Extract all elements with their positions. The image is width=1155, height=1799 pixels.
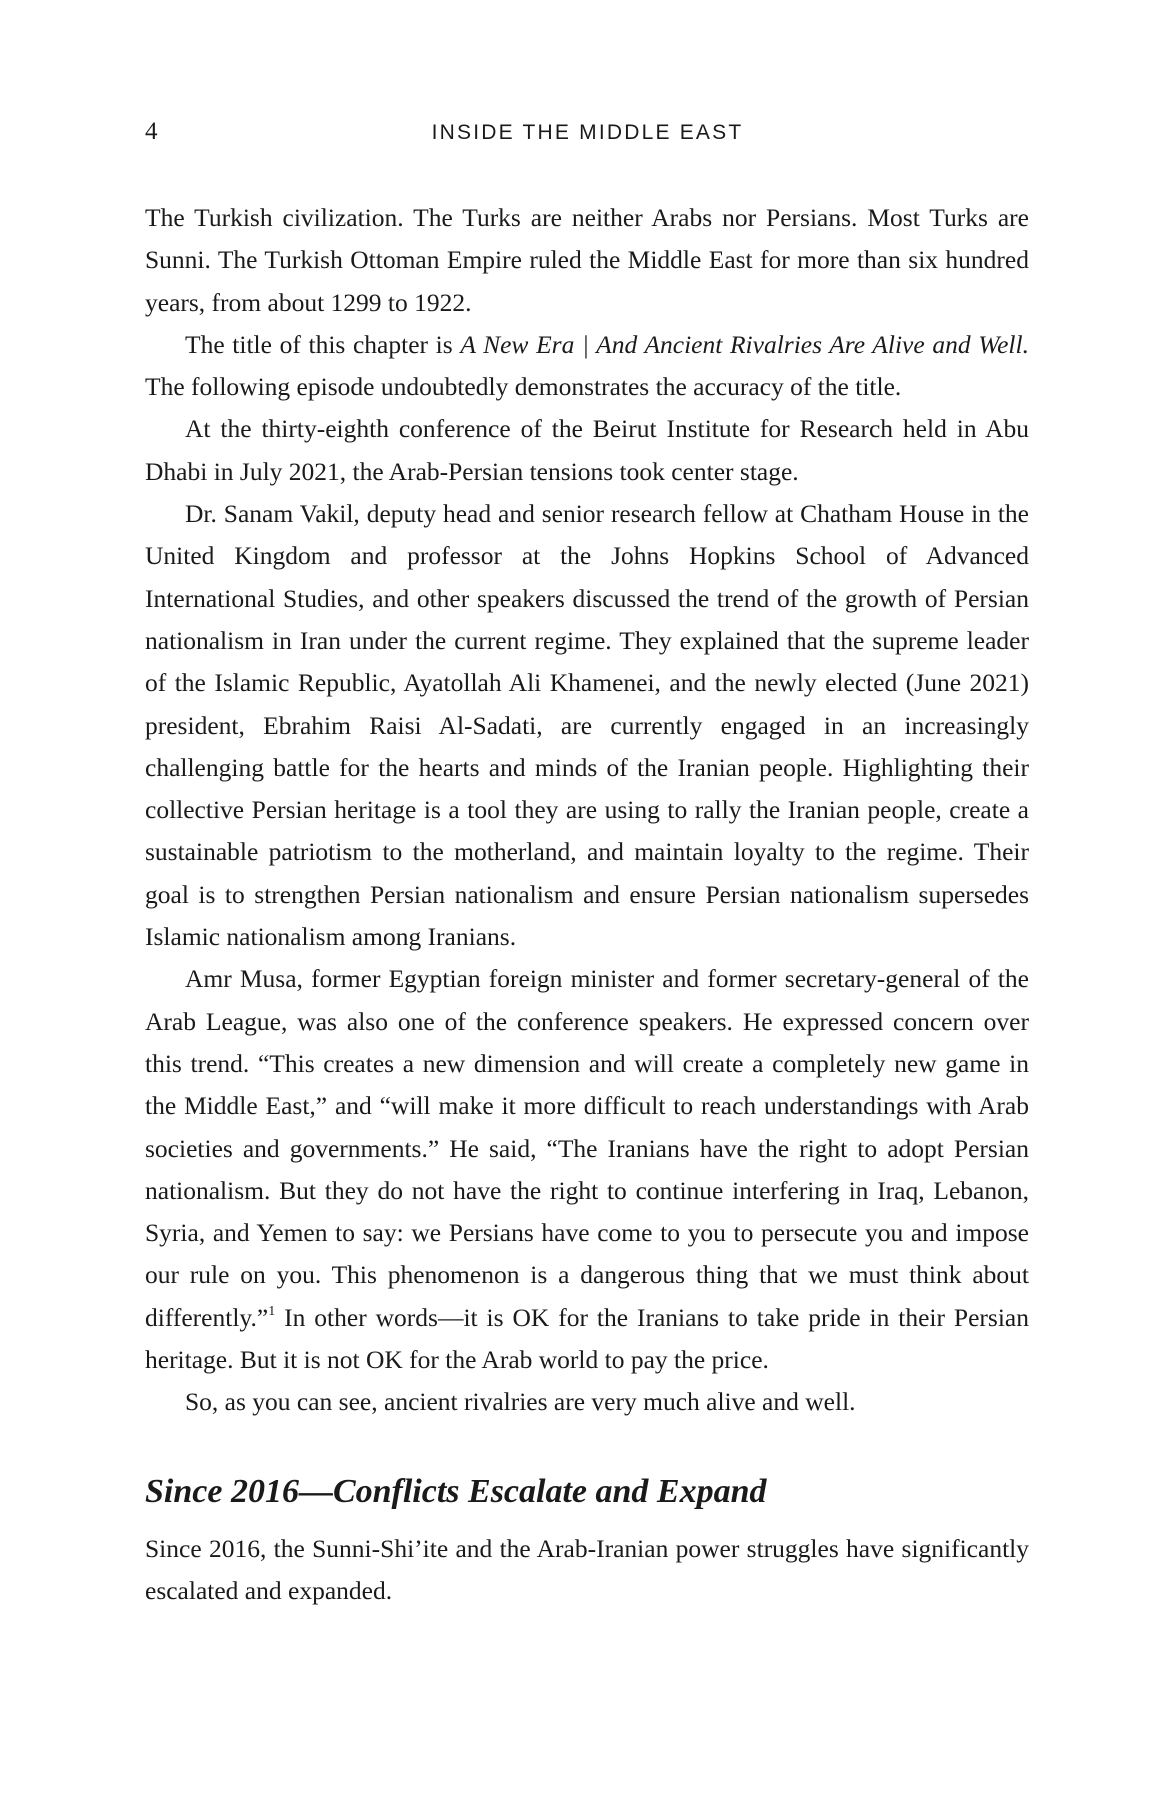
paragraph: So, as you can see, ancient rivalries are very much alive and well. (185, 1387, 856, 1417)
chapter-title-reference: A New Era | And Ancient Rivalries Are Alive and Well. (460, 329, 1029, 359)
paragraph: At the thirty-eighth conference of the Beirut Institute for Research held in Abu Dhabi in July 2021, the Arab-Persian tensions took center stage. (145, 414, 1029, 486)
footnote-marker: 1 (268, 1303, 276, 1319)
paragraph (145, 958, 1029, 1381)
paragraph (145, 324, 1029, 409)
paragraph-text: The title of this chapter is (185, 329, 461, 359)
page-number: 4 (145, 118, 158, 145)
section-heading: Since 2016—Conflicts Escalate and Expand (145, 1473, 767, 1510)
section-body (145, 1528, 1029, 1613)
running-title: INSIDE THE MIDDLE EAST (431, 121, 744, 144)
paragraph: Since 2016, the Sunni-Shi’ite and the Arab-Iranian power struggles have significantly escalated and expanded. (145, 1534, 1029, 1606)
paragraph-text: Amr Musa, former Egyptian foreign minister and former secretary-general of the Arab League, was also one of the conference speakers. He expressed concern over this trend. “This creates a new dimension and will create a completely new game in the Middle East,” and “will make it more difficult to reach understandings with Arab societies and governments.” He said, “The Iranians have the right to adopt Persian nationalism. But they do not have the right to continue interfering in Iraq, Lebanon, Syria, and Yemen to say: we Persians have come to you to persecute you and impose our rule on you. This phenomenon is a dangerous thing that we must think about differently.” (145, 964, 1029, 1332)
running-head (145, 118, 1030, 152)
paragraph: Dr. Sanam Vakil, deputy head and senior research fellow at Chatham House in the United Kingdom and professor at the Johns Hopkins School of Advanced International Studies, and other speakers discussed the trend of the growth of Persian nationalism in Iran under the current regime. They explained that the supreme leader of the Islamic Republic, Ayatollah Ali Khamenei, and the newly elected (June 2021) president, Ebrahim Raisi Al-Sadati, are currently engaged in an increasingly challenging battle for the hearts and minds of the Iranian people. Highlighting their collective Persian heritage is a tool they are using to rally the Iranian people, create a sustainable patriotism to the motherland, and maintain loyalty to the regime. Their goal is to strengthen Persian nationalism and ensure Persian nationalism supersedes Islamic nationalism among Iranians. (145, 499, 1029, 952)
paragraph-text: The following episode undoubtedly demonstrates the accuracy of the title. (145, 372, 902, 402)
paragraph-text: In other words—it is OK for the Iranians to take pride in their Persian heritage. But it is not OK for the Arab world to pay the price. (145, 1302, 1029, 1375)
body-text (145, 197, 1029, 1424)
paragraph: The Turkish civilization. The Turks are neither Arabs nor Persians. Most Turks are Sunni. The Turkish Ottoman Empire ruled the Middle East for more than six hundred years, from about 1299 to 1922. (145, 203, 1029, 317)
